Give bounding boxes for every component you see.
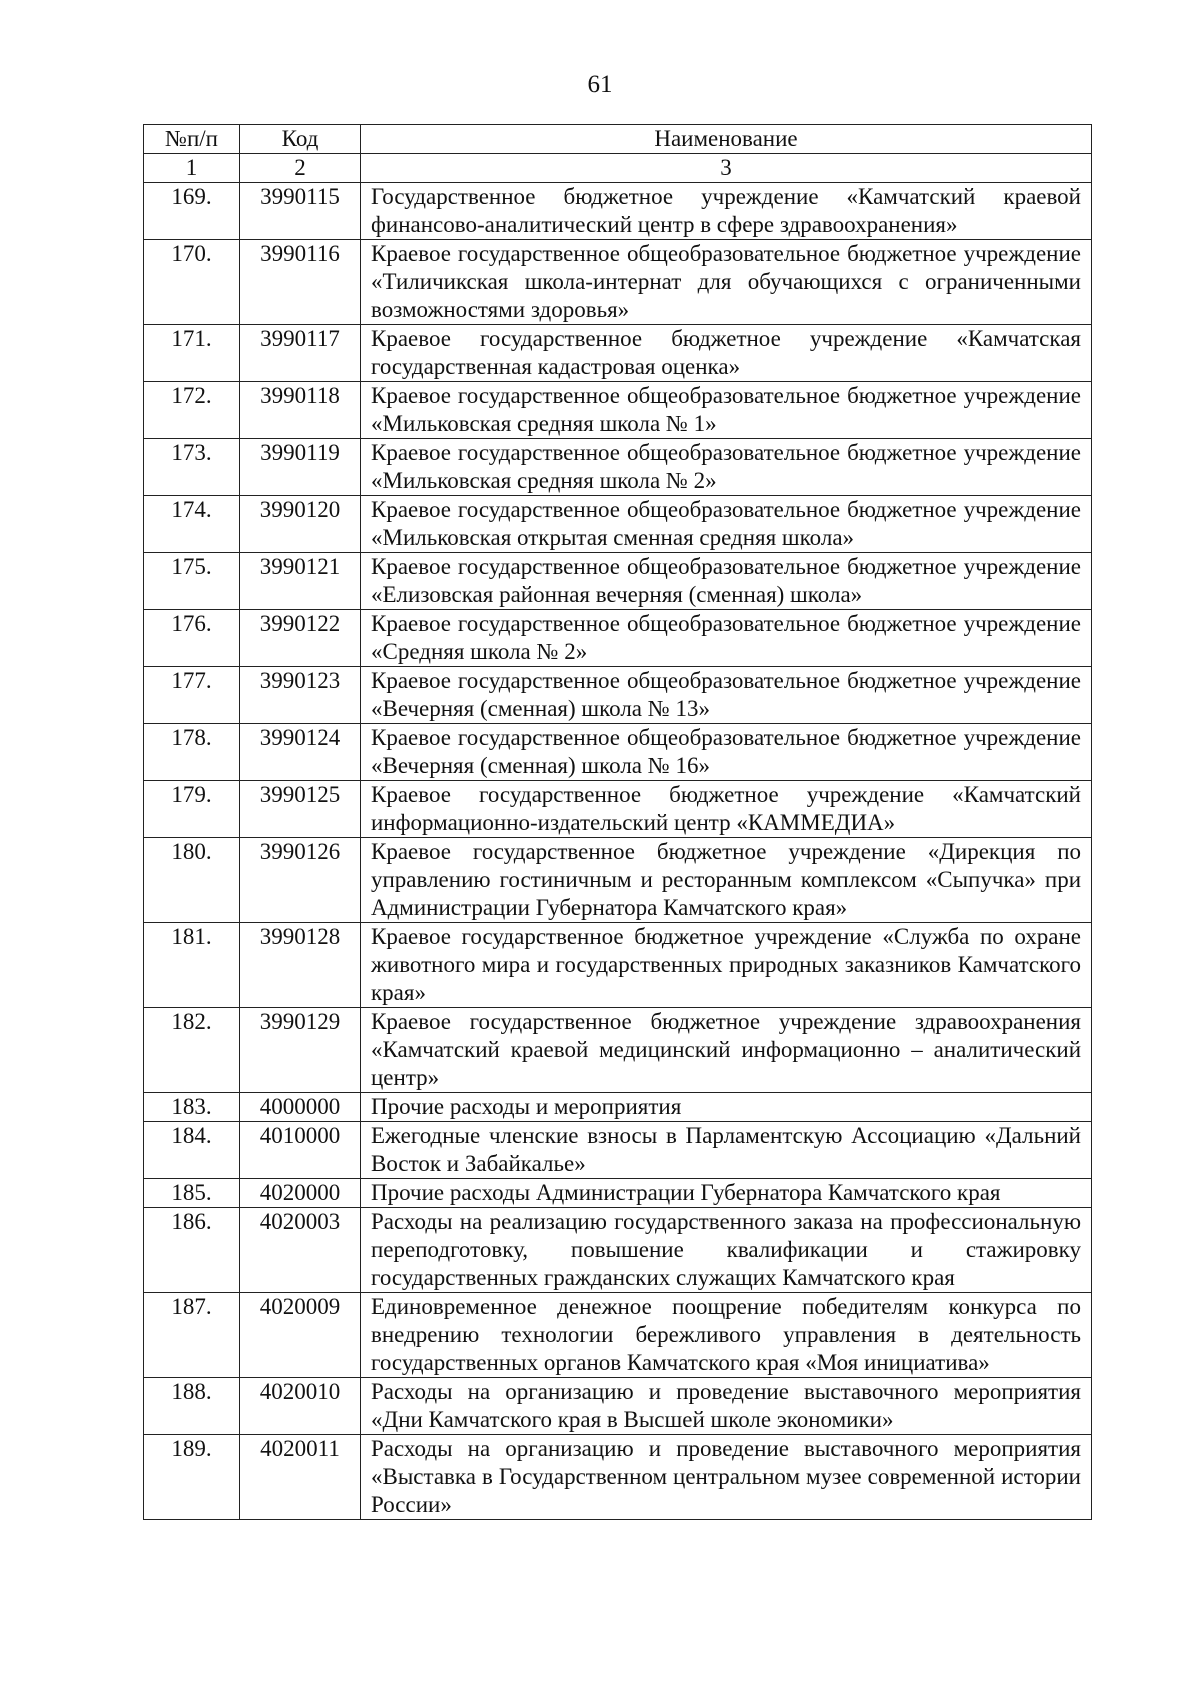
row-code-cell: 3990117	[240, 325, 361, 382]
row-code-cell: 4000000	[240, 1093, 361, 1122]
table-row	[144, 838, 1092, 923]
table-row	[144, 382, 1092, 439]
row-code-cell: 3990119	[240, 439, 361, 496]
row-code-cell: 4010000	[240, 1122, 361, 1179]
column-number-1: 1	[144, 154, 240, 183]
row-code-cell: 3990115	[240, 183, 361, 240]
table-row	[144, 1122, 1092, 1179]
row-number-cell: 174.	[144, 496, 240, 553]
table-row	[144, 496, 1092, 553]
row-number-cell: 172.	[144, 382, 240, 439]
row-name-cell: Краевое государственное общеобразовательное бюджетное учреждение «Тиличикская школа-интернат для обучающихся с ограниченными возможностями здоровья»	[361, 240, 1092, 325]
row-name-cell: Краевое государственное общеобразовательное бюджетное учреждение «Мильковская средняя школа № 1»	[361, 382, 1092, 439]
row-number-cell: 170.	[144, 240, 240, 325]
row-code-cell: 4020010	[240, 1378, 361, 1435]
row-code-cell: 3990116	[240, 240, 361, 325]
row-code-cell: 3990129	[240, 1008, 361, 1093]
table-row	[144, 1093, 1092, 1122]
row-name-cell: Краевое государственное бюджетное учреждение «Дирекция по управлению гостиничным и ресторанным комплексом «Сыпучка» при Администрации Губернатора Камчатского края»	[361, 838, 1092, 923]
row-number-cell: 182.	[144, 1008, 240, 1093]
page-number: 61	[587, 71, 613, 98]
row-number-cell: 179.	[144, 781, 240, 838]
table-row	[144, 1179, 1092, 1208]
table-row	[144, 667, 1092, 724]
row-name-cell: Краевое государственное бюджетное учреждение «Служба по охране животного мира и государственных природных заказников Камчатского края»	[361, 923, 1092, 1008]
table-row	[144, 1008, 1092, 1093]
row-number-cell: 169.	[144, 183, 240, 240]
budget-codes-table	[143, 124, 1092, 1520]
column-number-2: 2	[240, 154, 361, 183]
row-code-cell: 3990128	[240, 923, 361, 1008]
table-row	[144, 724, 1092, 781]
header-code: Код	[240, 125, 361, 154]
table-row	[144, 325, 1092, 382]
table-row	[144, 439, 1092, 496]
row-name-cell: Краевое государственное бюджетное учреждение «Камчатский информационно-издательский центр «КАММЕДИА»	[361, 781, 1092, 838]
row-code-cell: 3990125	[240, 781, 361, 838]
row-number-cell: 189.	[144, 1435, 240, 1520]
row-name-cell: Единовременное денежное поощрение победителям конкурса по внедрению технологии бережливого управления в деятельность государственных органов Камчатского края «Моя инициатива»	[361, 1293, 1092, 1378]
row-name-cell: Краевое государственное общеобразовательное бюджетное учреждение «Елизовская районная вечерняя (сменная) школа»	[361, 553, 1092, 610]
row-name-cell: Краевое государственное общеобразовательное бюджетное учреждение «Средняя школа № 2»	[361, 610, 1092, 667]
header-name: Наименование	[361, 125, 1092, 154]
row-name-cell: Краевое государственное общеобразовательное бюджетное учреждение «Вечерняя (сменная) школа № 16»	[361, 724, 1092, 781]
table-header-row	[144, 125, 1092, 154]
row-code-cell: 3990122	[240, 610, 361, 667]
row-name-cell: Расходы на организацию и проведение выставочного мероприятия «Дни Камчатского края в Высшей школе экономики»	[361, 1378, 1092, 1435]
row-number-cell: 188.	[144, 1378, 240, 1435]
row-name-cell: Краевое государственное общеобразовательное бюджетное учреждение «Мильковская средняя школа № 2»	[361, 439, 1092, 496]
row-name-cell: Государственное бюджетное учреждение «Камчатский краевой финансово-аналитический центр в сфере здравоохранения»	[361, 183, 1092, 240]
table-row	[144, 781, 1092, 838]
table-row	[144, 923, 1092, 1008]
row-number-cell: 173.	[144, 439, 240, 496]
column-number-3: 3	[361, 154, 1092, 183]
row-code-cell: 4020011	[240, 1435, 361, 1520]
row-number-cell: 183.	[144, 1093, 240, 1122]
row-code-cell: 3990124	[240, 724, 361, 781]
table-row	[144, 1378, 1092, 1435]
table-column-numbers-row	[144, 154, 1092, 183]
row-number-cell: 185.	[144, 1179, 240, 1208]
row-code-cell: 3990126	[240, 838, 361, 923]
row-number-cell: 171.	[144, 325, 240, 382]
row-number-cell: 176.	[144, 610, 240, 667]
row-name-cell: Краевое государственное общеобразовательное бюджетное учреждение «Вечерняя (сменная) школа № 13»	[361, 667, 1092, 724]
table-row	[144, 1293, 1092, 1378]
row-code-cell: 3990121	[240, 553, 361, 610]
row-number-cell: 186.	[144, 1208, 240, 1293]
table-row	[144, 240, 1092, 325]
row-code-cell: 4020003	[240, 1208, 361, 1293]
row-number-cell: 177.	[144, 667, 240, 724]
row-code-cell: 3990123	[240, 667, 361, 724]
row-number-cell: 184.	[144, 1122, 240, 1179]
row-code-cell: 3990118	[240, 382, 361, 439]
row-number-cell: 178.	[144, 724, 240, 781]
row-code-cell: 4020009	[240, 1293, 361, 1378]
table-row	[144, 1208, 1092, 1293]
row-code-cell: 4020000	[240, 1179, 361, 1208]
row-name-cell: Расходы на реализацию государственного заказа на профессиональную переподготовку, повышение квалификации и стажировку государственных гражданских служащих Камчатского края	[361, 1208, 1092, 1293]
table-row	[144, 183, 1092, 240]
row-name-cell: Краевое государственное общеобразовательное бюджетное учреждение «Мильковская открытая сменная средняя школа»	[361, 496, 1092, 553]
row-number-cell: 187.	[144, 1293, 240, 1378]
row-name-cell: Краевое государственное бюджетное учреждение здравоохранения «Камчатский краевой медицинский информационно – аналитический центр»	[361, 1008, 1092, 1093]
row-name-cell: Краевое государственное бюджетное учреждение «Камчатская государственная кадастровая оценка»	[361, 325, 1092, 382]
row-number-cell: 175.	[144, 553, 240, 610]
row-name-cell: Прочие расходы и мероприятия	[361, 1093, 1092, 1122]
row-number-cell: 180.	[144, 838, 240, 923]
table-row	[144, 610, 1092, 667]
row-code-cell: 3990120	[240, 496, 361, 553]
row-name-cell: Расходы на организацию и проведение выставочного мероприятия «Выставка в Государственном центральном музее современной истории России»	[361, 1435, 1092, 1520]
table-row	[144, 553, 1092, 610]
row-name-cell: Ежегодные членские взносы в Парламентскую Ассоциацию «Дальний Восток и Забайкалье»	[361, 1122, 1092, 1179]
row-number-cell: 181.	[144, 923, 240, 1008]
header-number: №п/п	[144, 125, 240, 154]
table-body	[144, 183, 1092, 1520]
table-row	[144, 1435, 1092, 1520]
row-name-cell: Прочие расходы Администрации Губернатора Камчатского края	[361, 1179, 1092, 1208]
